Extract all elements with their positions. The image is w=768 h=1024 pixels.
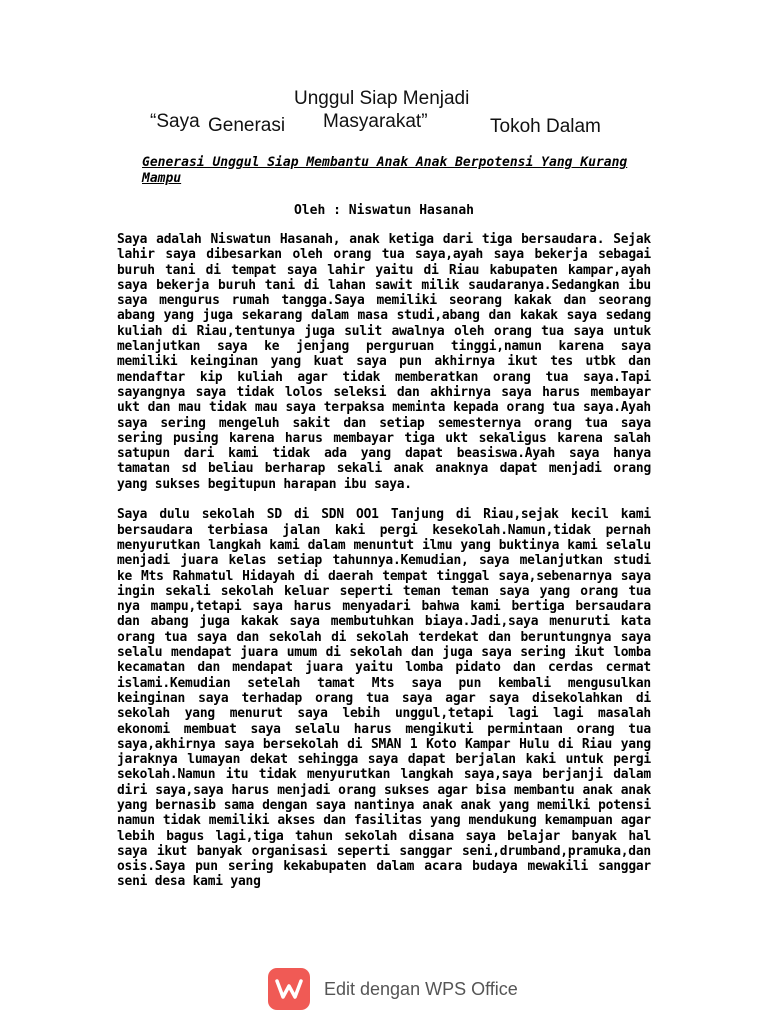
- body-paragraph: Saya adalah Niswatun Hasanah, anak ketiga dari tiga bersaudara. Sejak lahir saya dibesarkan oleh orang tua saya,ayah saya bekerja sebagai buruh tani di tempat saya lahir yaitu di Riau kabupaten kampar,ayah saya bekerja buruh tani di lahan sawit milik saudaranya.Sedangkan ibu saya mengurus rumah tangga.Saya memiliki seorang kakak dan seorang abang yang juga sekarang dalam masa studi,abang dan kakak saya sedang kuliah di Riau,tentunya juga sulit awalnya oleh orang tua saya untuk melanjutkan saya ke jenjang perguruan tinggi,namun karena saya memiliki keinginan yang kuat saya pun akhirnya ikut tes utbk dan mendaftar kip kuliah agar tidak memberatkan orang tua saya.Tapi sayangnya saya tidak lolos seleksi dan akhirnya saya harus membayar ukt dan mau tidak mau saya terpaksa meminta kepada orang tua saya.Ayah saya sering mengeluh sakit dan setiap semesternya orang tua saya sering pusing karena harus membayar tiga ukt sekaligus karena salah satupun dari kami tidak ada yang dapat beasiswa.Ayah saya hanya tamatan sd beliau berharap sekali anak anaknya dapat menjadi orang yang sukses begitupun harapan ibu saya.: [117, 232, 651, 492]
- wps-edit-label[interactable]: Edit dengan WPS Office: [324, 978, 518, 999]
- author-byline: Oleh : Niswatun Hasanah: [293, 203, 474, 218]
- wps-office-logo-icon: [268, 968, 310, 1010]
- title-line-2d: Tokoh Dalam: [490, 116, 601, 137]
- document-body: [117, 232, 651, 905]
- wps-edit-banner[interactable]: [268, 968, 528, 1010]
- document-subtitle: Generasi Unggul Siap Membantu Anak Anak Berpotensi Yang Kurang Mampu: [142, 155, 628, 186]
- title-line-1: Unggul Siap Menjadi: [294, 88, 470, 109]
- title-line-2b: Generasi: [208, 115, 286, 136]
- title-line-2c: Masyarakat”: [323, 111, 428, 132]
- title-line-2a: “Saya: [150, 111, 200, 132]
- body-paragraph: Saya dulu sekolah SD di SDN OO1 Tanjung di Riau,sejak kecil kami bersaudara terbiasa jalan kaki pergi kesekolah.Namun,tidak pernah menyurutkan langkah kami dalam menuntut ilmu yang buktinya kami selalu menjadi juara kelas setiap tahunnya.Kemudian, saya melanjutkan studi ke Mts Rahmatul Hidayah di daerah tempat tinggal saya,sebenarnya saya ingin sekali sekolah keluar seperti teman teman saya yang orang tua nya mampu,tetapi saya harus menyadari bahwa kami bertiga bersaudara dan abang juga kakak saya membutuhkan biaya.Jadi,saya menuruti kata orang tua saya dan sekolah di sekolah terdekat dan beruntungnya saya selalu mendapat juara umum di sekolah dan juga saya sering ikut lomba kecamatan dan mendapat juara yaitu lomba pidato dan cerdas cermat islami.Kemudian setelah tamat Mts saya pun kembali mengusulkan keinginan saya terhadap orang tua saya agar saya disekolahkan di sekolah yang menurut saya lebih unggul,tetapi lagi lagi masalah ekonomi membuat saya selalu harus mengikuti permintaan orang tua saya,akhirnya saya bersekolah di SMAN 1 Koto Kampar Hulu di Riau yang jaraknya lumayan dekat sehingga saya dapat berjalan kaki untuk pergi sekolah.Namun itu tidak menyurutkan langkah saya,saya berjanji dalam diri saya,saya harus menjadi orang sukses agar bisa membantu anak anak yang bernasib sama dengan saya nantinya anak anak yang memilki potensi namun tidak memiliki akses dan fasilitas yang mendukung kemampuan agar lebih bagus lagi,tiga tahun sekolah disana saya belajar banyak hal saya ikut banyak organisasi seperti sanggar seni,drumband,pramuka,dan osis.Saya pun sering kekabupaten dalam acara budaya mewakili sanggar seni desa kami yang: [117, 507, 651, 890]
